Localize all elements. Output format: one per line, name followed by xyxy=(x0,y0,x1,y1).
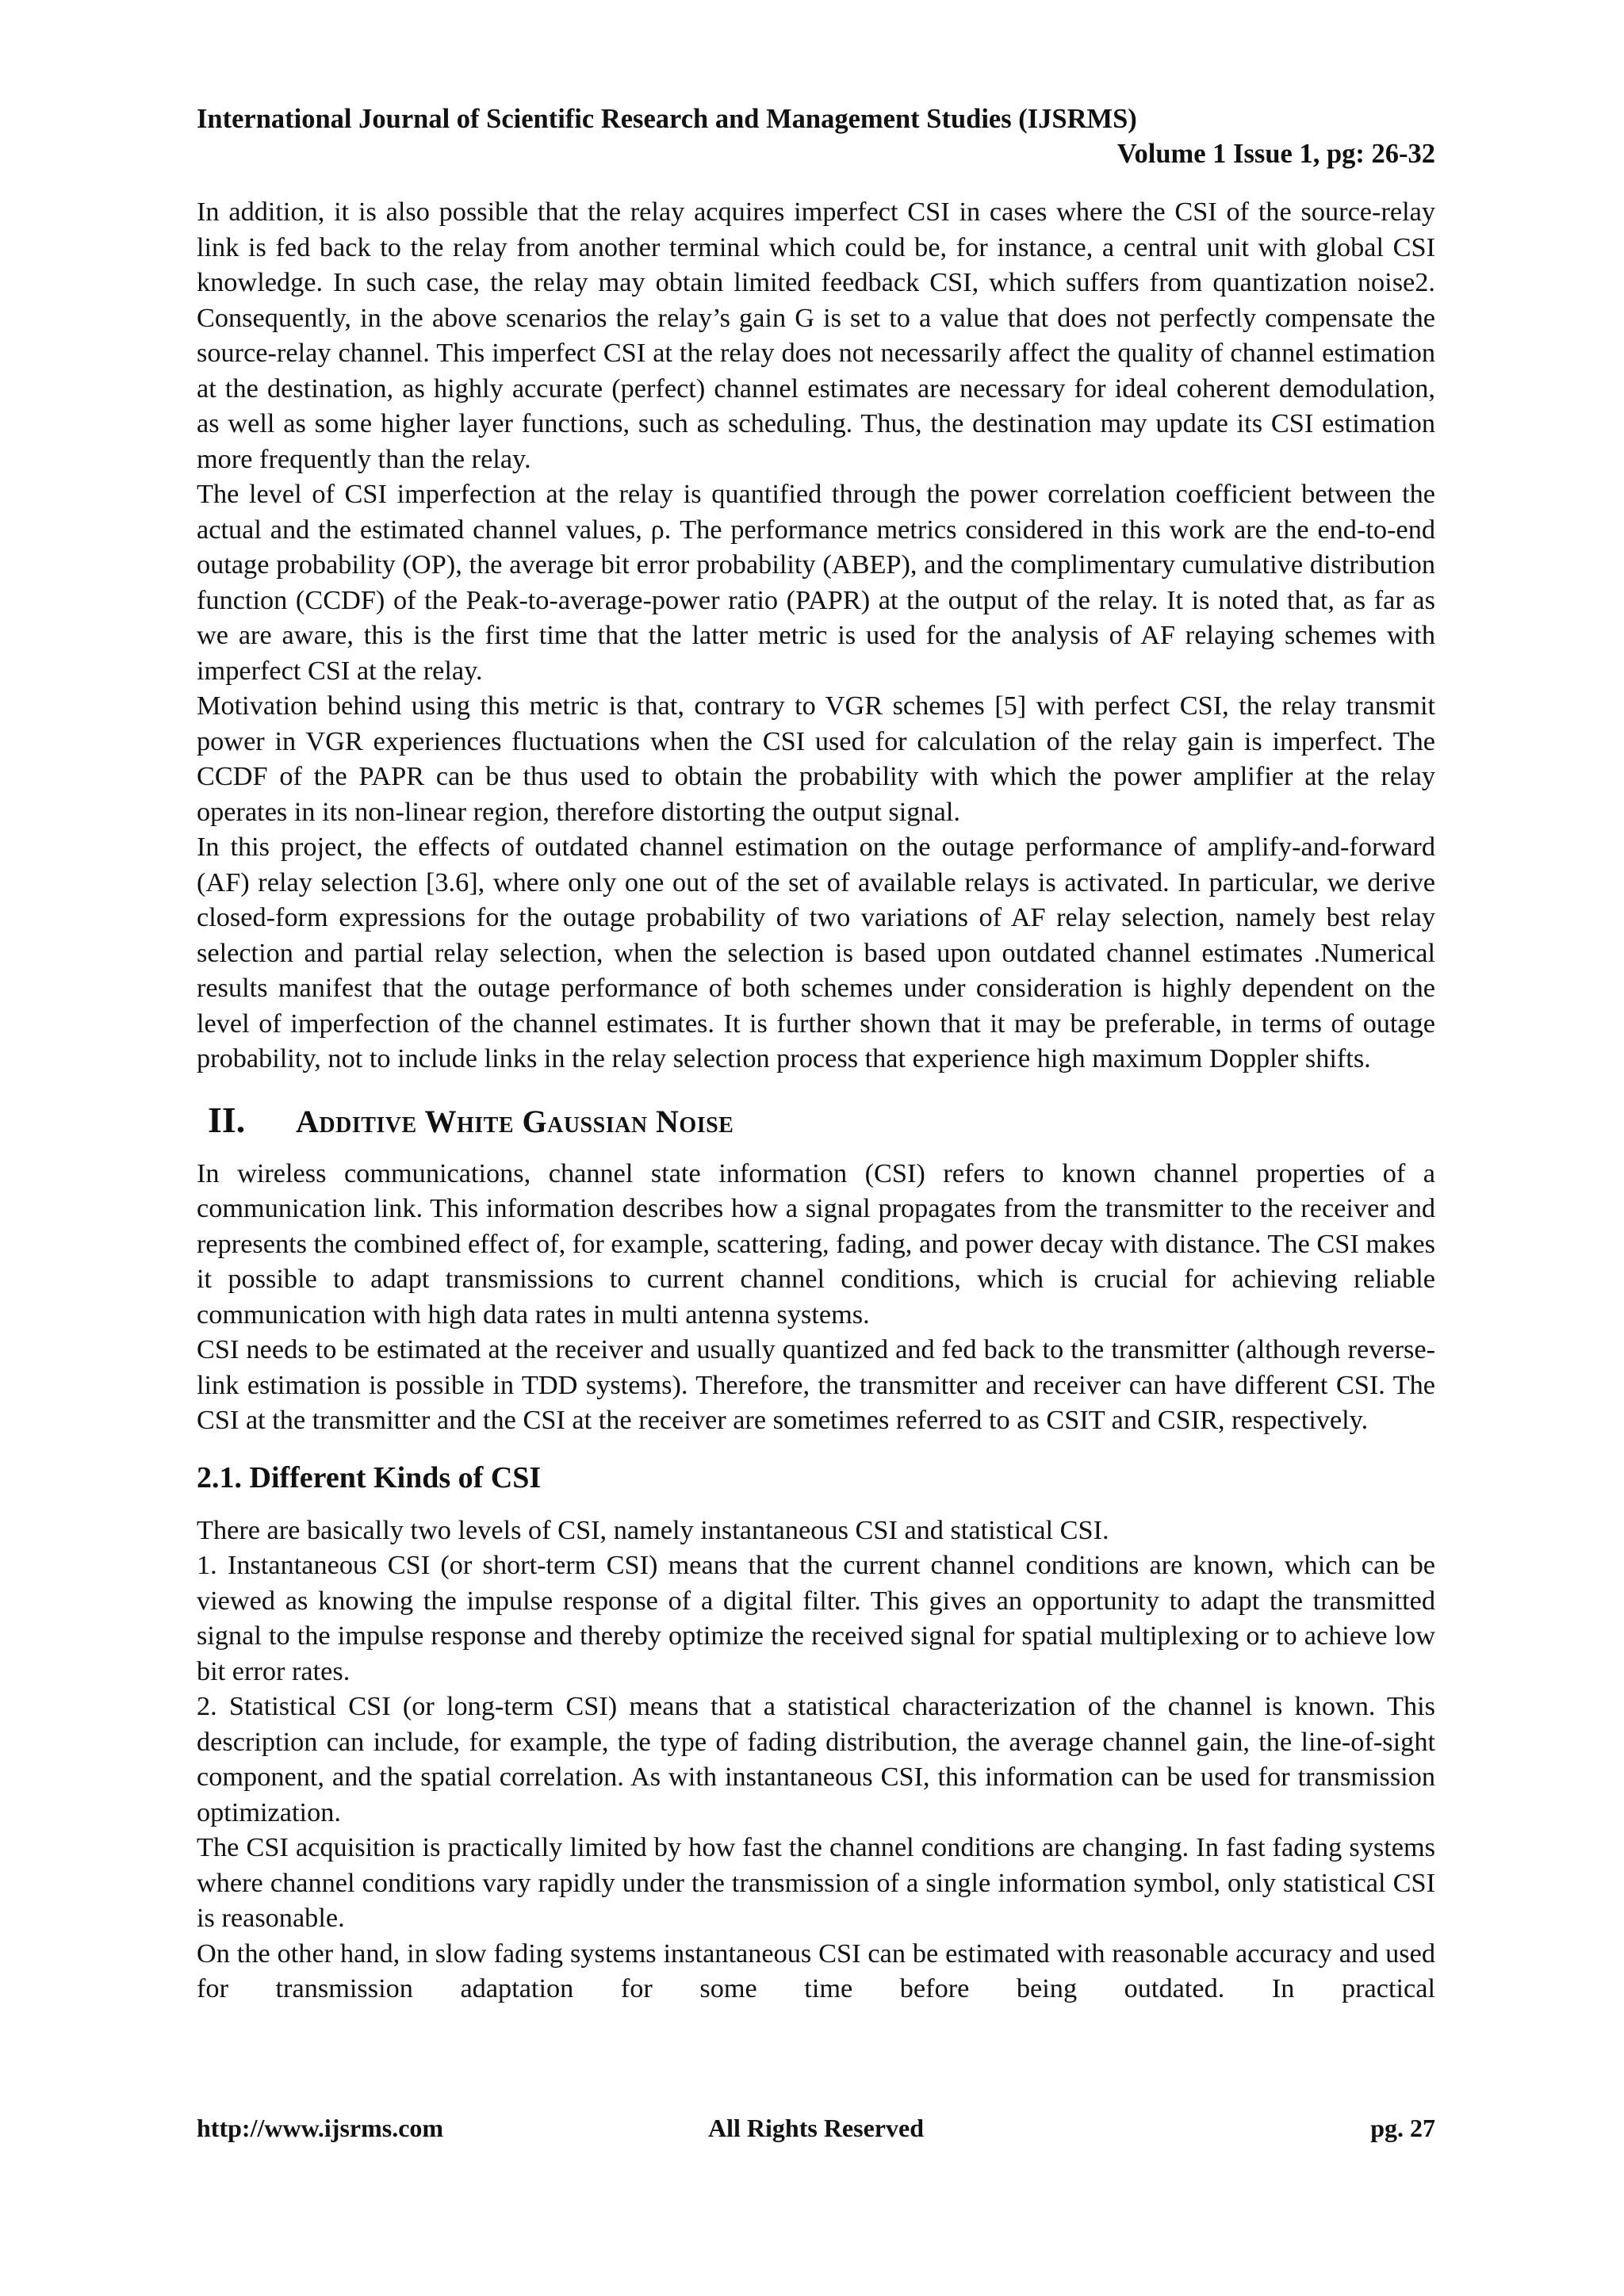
paragraph: The level of CSI imperfection at the relay is quantified through the power correlation coefficient between the actual and the estimated channel values, ρ. The performance metrics considered in this work are the end-to-end outage probability (OP), the average bit error probability (ABEP), and the complimentary cumulative distribution function (CCDF) of the Peak-to-average-power ratio (PAPR) at the output of the relay. It is noted that, as far as we are aware, this is the first time that the latter metric is used for the analysis of AF relaying schemes with imperfect CSI at the relay. xyxy=(197,479,1435,686)
footer-url-link[interactable]: http://www.ijsrms.com xyxy=(197,2114,444,2142)
paragraph: CSI needs to be estimated at the receiver and usually quantized and fed back to the transmitter (although reverse-link estimation is possible in TDD systems). Therefore, the transmitter and receiver can have different CSI. The CSI at the transmitter and the CSI at the receiver are sometimes referred to as CSIT and CSIR, respectively. xyxy=(197,1334,1435,1435)
running-header xyxy=(197,101,1435,171)
journal-title: International Journal of Scientific Research and Management Studies (IJSRMS) xyxy=(197,104,1137,134)
section-heading xyxy=(197,1099,1435,1140)
subsection-heading: 2.1. Different Kinds of CSI xyxy=(197,1460,542,1494)
section-number: II. xyxy=(208,1099,246,1140)
paragraph: The CSI acquisition is practically limited by how fast the channel conditions are changing. In fast fading systems where channel conditions vary rapidly under the transmission of a single information symbol, only statistical CSI is reasonable. xyxy=(197,1832,1435,1933)
paragraph: In wireless communications, channel state information (CSI) refers to known channel properties of a communication link. This information describes how a signal propagates from the transmitter to the receiver and represents the combined effect of, for example, scattering, fading, and power decay with distance. The CSI makes it possible to adapt transmissions to current channel conditions, which is crucial for achieving reliable communication with high data rates in multi antenna systems. xyxy=(197,1158,1435,1330)
footer-rights: All Rights Reserved xyxy=(708,2114,924,2142)
page-footer xyxy=(197,2110,1435,2145)
page-body xyxy=(197,194,1435,2007)
paragraph: In addition, it is also possible that the relay acquires imperfect CSI in cases where the CSI of the source-relay link is fed back to the relay from another terminal which could be, for instance, a central unit with global CSI knowledge. In such case, the relay may obtain limited feedback CSI, which suffers from quantization noise2. Consequently, in the above scenarios the relay’s gain G is set to a value that does not perfectly compensate the source-relay channel. This imperfect CSI at the relay does not necessarily affect the quality of channel estimation at the destination, as highly accurate (perfect) channel estimates are necessary for ideal coherent demodulation, as well as some higher layer functions, such as scheduling. Thus, the destination may update its CSI estimation more frequently than the relay. xyxy=(197,197,1435,474)
paragraph: There are basically two levels of CSI, namely instantaneous CSI and statistical CSI. xyxy=(197,1514,1109,1545)
section-title: Additive White Gaussian Noise xyxy=(296,1103,734,1139)
paragraph: Motivation behind using this metric is that, contrary to VGR schemes [5] with perfect CSI, the relay transmit power in VGR experiences fluctuations when the CSI used for calculation of the relay gain is imperfect. The CCDF of the PAPR can be thus used to obtain the probability with which the power amplifier at the relay operates in its non-linear region, therefore distorting the output signal. xyxy=(197,691,1435,827)
paragraph: 1. Instantaneous CSI (or short-term CSI) means that the current channel conditions are known, which can be viewed as knowing the impulse response of a digital filter. This gives an opportunity to adapt the transmitted signal to the impulse response and thereby optimize the received signal for spatial multiplexing or to achieve low bit error rates. xyxy=(197,1550,1435,1686)
volume-info: Volume 1 Issue 1, pg: 26-32 xyxy=(1116,139,1435,169)
paragraph: 2. Statistical CSI (or long-term CSI) means that a statistical characterization of the channel is known. This description can include, for example, the type of fading distribution, the average channel gain, the line-of-sight component, and the spatial correlation. As with instantaneous CSI, this information can be used for transmission optimization. xyxy=(197,1691,1435,1827)
paragraph: On the other hand, in slow fading systems instantaneous CSI can be estimated with reasonable accuracy and used for transmission adaptation for some time before being outdated. In practical xyxy=(197,1938,1435,2003)
paragraph: In this project, the effects of outdated channel estimation on the outage performance of amplify-and-forward (AF) relay selection [3.6], where only one out of the set of available relays is activated. In particular, we derive closed-form expressions for the outage probability of two variations of AF relay selection, namely best relay selection and partial relay selection, when the selection is based upon outdated channel estimates .Numerical results manifest that the outage performance of both schemes under consideration is highly dependent on the level of imperfection of the channel estimates. It is further shown that it may be preferable, in terms of outage probability, not to include links in the relay selection process that experience high maximum Doppler shifts. xyxy=(197,832,1435,1073)
page-number: pg. 27 xyxy=(1370,2114,1435,2142)
